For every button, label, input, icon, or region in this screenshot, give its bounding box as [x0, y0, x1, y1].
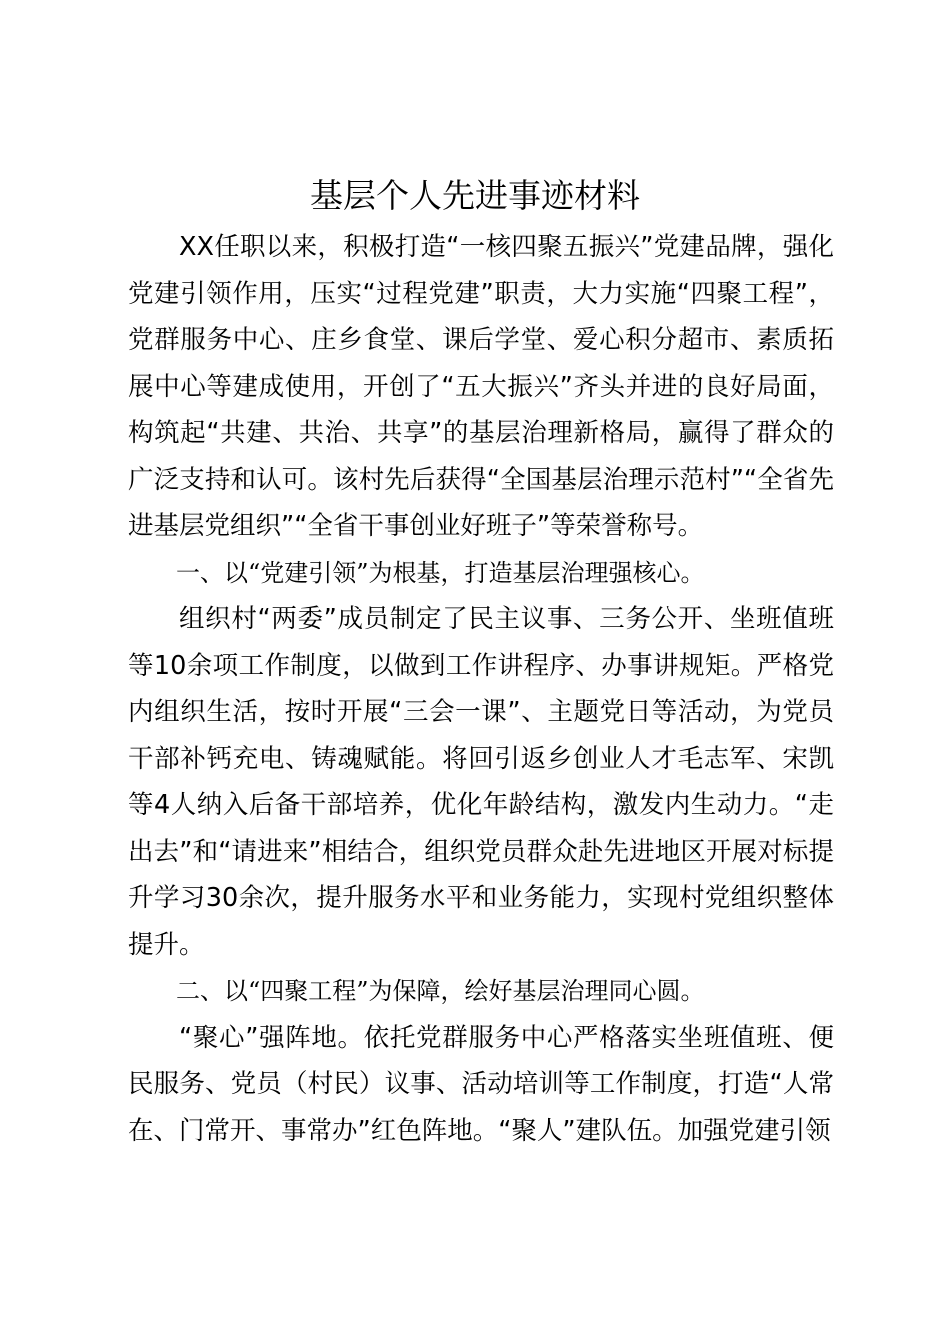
- section-heading-1: 一、以“党建引领”为根基，打造基层治理强核心。: [176, 558, 705, 587]
- document-title: 基层个人先进事迹材料: [310, 176, 640, 215]
- paragraph-section-1: 组织村“两委”成员制定了民主议事、三务公开、坐班值班等10余项工作制度，以做到工作讲程序、办事讲规矩。严格党内组织生活，按时开展“三会一课”、主题党日等活动，为党员干部补钙充电、铸魂赋能。将回引返乡创业人才毛志军、宋凯等4人纳入后备干部培养，优化年龄结构，激发内生动力。“走出去”和“请进来”相结合，组织党员群众赴先进地区开展对标提升学习30余次，提升服务水平和业务能力，实现村党组织整体提升。: [128, 604, 834, 960]
- paragraph-intro: XX任职以来，积极打造“一核四聚五振兴”党建品牌，强化党建引领作用，压实“过程党建”职责，大力实施“四聚工程”，党群服务中心、庄乡食堂、课后学堂、爱心积分超市、素质拓展中心等建成使用，开创了“五大振兴”齐头并进的良好局面，构筑起“共建、共治、共享”的基层治理新格局，赢得了群众的广泛支持和认可。该村先后获得“全国基层治理示范村”“全省先进基层党组织”“全省干事创业好班子”等荣誉称号。: [128, 232, 834, 541]
- section-heading-2: 二、以“四聚工程”为保障，绘好基层治理同心圆。: [176, 977, 705, 1005]
- document-body: [128, 224, 834, 1154]
- paragraph-section-2: “聚心”强阵地。依托党群服务中心严格落实坐班值班、便民服务、党员（村民）议事、活动培训等工作制度，打造“人常在、门常开、事常办”红色阵地。“聚人”建队伍。加强党建引领: [128, 1022, 834, 1146]
